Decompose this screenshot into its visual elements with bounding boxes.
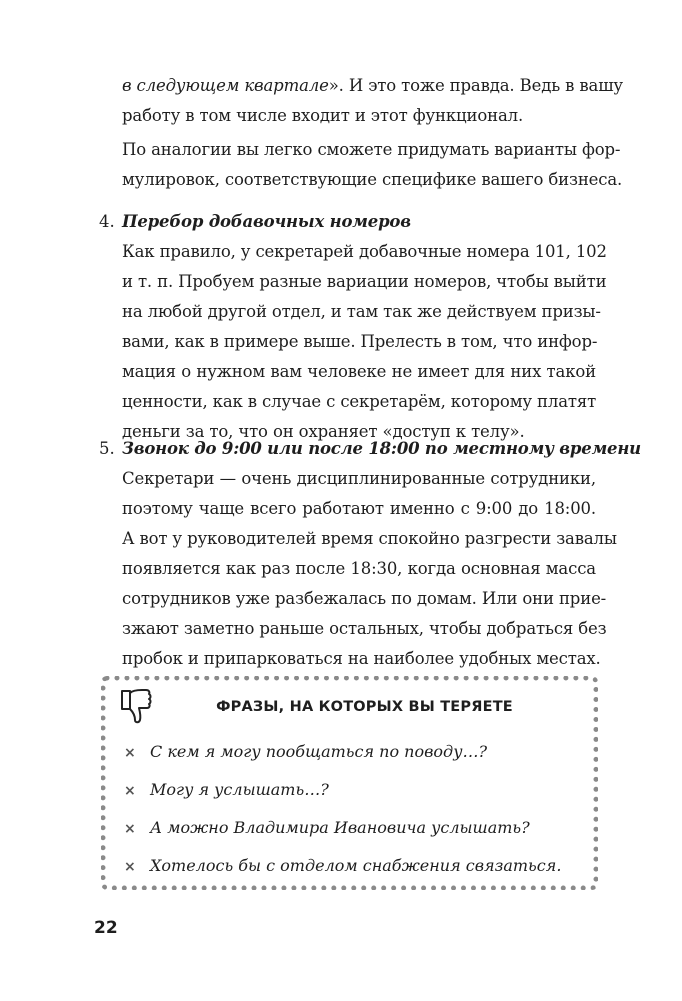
item-4-heading: Перебор добавочных номеров (122, 212, 411, 231)
text-line: пробок и припарковаться на наиболее удобных местах. (122, 649, 601, 668)
text-line: А вот у руководителей время спокойно разгрести завалы (122, 529, 617, 548)
list-item (124, 847, 561, 885)
phrase-text: А можно Владимира Ивановича услышать? (150, 818, 530, 837)
phrase-text: Могу я услышать…? (150, 780, 329, 799)
text-line: ». И это тоже правда. Ведь в вашу (328, 76, 623, 95)
text-line: По аналогии вы легко сможете придумать варианты фор- (122, 140, 621, 159)
text-line: поэтому чаще всего работают именно с 9:00 до 18:00. (122, 499, 596, 518)
list-number-4: 4. (99, 212, 115, 231)
phrase-text: С кем я могу пообщаться по поводу…? (150, 742, 488, 761)
text-line: мация о нужном вам человеке не имеет для них такой (122, 362, 596, 381)
item-5-body (122, 464, 617, 674)
text-line: сотрудников уже разбежалась по домам. Или они прие- (122, 589, 607, 608)
item-5-heading: Звонок до 9:00 или после 18:00 по местному времени (122, 439, 641, 458)
text-line: на любой другой отдел, и там так же действуем призы- (122, 302, 601, 321)
text-line: вами, как в примере выше. Прелесть в том, что инфор- (122, 332, 598, 351)
text-line: Как правило, у секретарей добавочные номера 101, 102 (122, 242, 607, 261)
list-number-5: 5. (99, 439, 115, 458)
phrase-list (124, 733, 561, 885)
list-item (124, 733, 561, 771)
text-line: мулировок, соответствующие специфике вашего бизнеса. (122, 170, 623, 189)
phrase-text: Хотелось бы с отделом снабжения связаться. (150, 856, 562, 875)
text-line: работу в том числе входит и этот функционал. (122, 106, 524, 125)
list-item (124, 809, 561, 847)
italic-phrase: в следующем квартале (122, 76, 329, 95)
text-line: зжают заметно раньше остальных, чтобы добраться без (122, 619, 607, 638)
cross-icon: × (124, 821, 136, 837)
paragraph-analogy (122, 135, 623, 195)
text-line: деньги за то, что он охраняет «доступ к телу». (122, 422, 525, 441)
callout-title: ФРАЗЫ, НА КОТОРЫХ ВЫ ТЕРЯЕТЕ (216, 699, 513, 715)
list-item (124, 771, 561, 809)
text-line: ценности, как в случае с секретарём, которому платят (122, 392, 597, 411)
cross-icon: × (124, 783, 136, 799)
paragraph-continuation (122, 71, 623, 131)
text-line: и т. п. Пробуем разные вариации номеров, чтобы выйти (122, 272, 607, 291)
page-number: 22 (94, 918, 118, 938)
losing-phrases-callout (101, 676, 598, 890)
text-line: Секретари — очень дисциплинированные сотрудники, (122, 469, 596, 488)
item-4-body (122, 237, 607, 447)
cross-icon: × (124, 859, 136, 875)
cross-icon: × (124, 745, 136, 761)
text-line: появляется как раз после 18:30, когда основная масса (122, 559, 596, 578)
